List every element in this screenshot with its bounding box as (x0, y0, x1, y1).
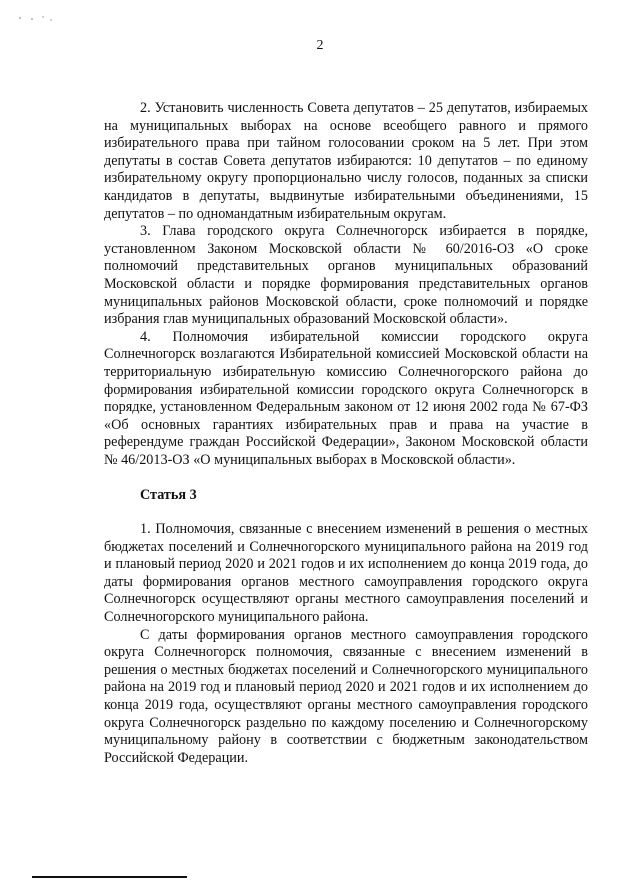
paragraph-item-4: 4. Полномочия избирательной комиссии городского округа Солнечногорск возлагаются Избирательной комиссией Московской области на территориальную избирательную комиссию Солнечногорского района до формирования избирательной комиссии городского округа Солнечногорск в порядке, установленном Федеральным законом от 12 июня 2002 года № 67-ФЗ «Об основных гарантиях избирательных прав и права на участие в референдуме граждан Российской Федерации», Законом Московской области № 46/2013-ОЗ «О муниципальных выборах в Московской области». (104, 328, 588, 468)
article-3-paragraph-1: 1. Полномочия, связанные с внесением изменений в решения о местных бюджетах поселений и Солнечногорского муниципального района на 2019 год и плановый период 2020 и 2021 годов и их исполнением до конца 2019 года, до даты формирования органов местного самоуправления городского округа Солнечногорск осуществляют органы местного самоуправления поселений и Солнечногорского муниципального района. (104, 521, 588, 626)
document-body (104, 100, 588, 767)
footer-rule (32, 876, 187, 878)
paragraph-item-2: 2. Установить численность Совета депутатов – 25 депутатов, избираемых на муниципальных выборах на основе всеобщего равного и прямого избирательного права при тайном голосовании сроком на 5 лет. При этом депутаты в состав Совета депутатов избираются: 10 депутатов – по единому избирательному округу пропорционально числу голосов, поданных за списки кандидатов в депутаты, выдвинутые избирательными объединениями, 15 депутатов – по одномандатным избирательным округам. (104, 100, 588, 222)
page-number: 2 (316, 38, 324, 53)
scan-specks (18, 14, 58, 22)
article-3-paragraph-2: С даты формирования органов местного самоуправления городского округа Солнечногорск полномочия, связанные с внесением изменений в решения о местных бюджетах поселений и Солнечногорского муниципального района на 2019 год и плановый период 2020 и 2021 годов и их исполнением до конца 2019 года, осуществляют органы местного самоуправления городского округа Солнечногорск раздельно по каждому поселению и Солнечногорскому муниципальному району в соответствии с бюджетным законодательством Российской Федерации. (104, 626, 588, 766)
paragraph-item-3: 3. Глава городского округа Солнечногорск избирается в порядке, установленном Законом Московской области № 60/2016-ОЗ «О сроке полномочий представительных органов муниципальных образований Московской области и порядке формирования представительных органов муниципальных районов Московской области, сроке полномочий и порядке избрания глав муниципальных образований Московской области». (104, 223, 588, 328)
article-3-heading: Статья 3 (140, 487, 197, 504)
